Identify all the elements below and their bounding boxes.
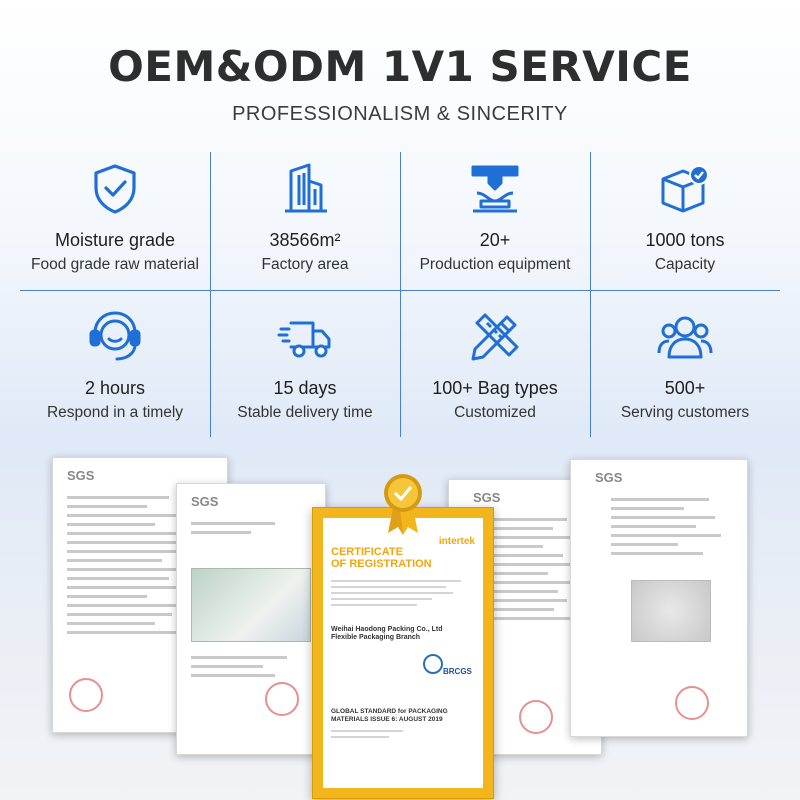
document-text [191, 522, 311, 540]
sgs-logo: SGS [67, 468, 95, 483]
sgs-certificate [176, 483, 326, 755]
pencil-ruler-icon [400, 304, 590, 370]
document-text [611, 498, 733, 561]
certificate-standard: GLOBAL STANDARD for PACKAGING MATERIALS ISSUE 6: AUGUST 2019 [331, 708, 448, 723]
feature-value: 20+ [479, 230, 511, 250]
feature-value: 15 days [273, 378, 337, 398]
feature-value: 38566m² [269, 230, 341, 250]
feature-label: Production equipment [419, 256, 571, 273]
document-text [331, 730, 475, 742]
stamp-icon [69, 678, 103, 712]
brcgs-logo: BRCGS [443, 667, 472, 676]
sgs-logo: SGS [473, 490, 501, 505]
feature-label: Factory area [261, 256, 349, 273]
intertek-certificate [312, 507, 494, 799]
shield-check-icon [20, 156, 210, 222]
stamp-icon [675, 686, 709, 720]
feature-factory-area [210, 156, 400, 274]
page-title: OEM&ODM 1V1 SERVICE [108, 42, 692, 91]
document-text [191, 656, 311, 683]
feature-moisture-grade [20, 156, 210, 274]
feature-label: Customized [454, 404, 536, 421]
feature-value: 1000 tons [645, 230, 725, 250]
feature-label: Serving customers [620, 404, 750, 421]
feature-value: Moisture grade [54, 230, 176, 250]
3d-printer-icon [400, 156, 590, 222]
feature-response-time [20, 304, 210, 422]
divider [20, 290, 780, 291]
feature-label: Stable delivery time [237, 404, 373, 421]
feature-value: 100+ Bag types [432, 378, 558, 398]
globe-icon [423, 654, 443, 674]
building-icon [210, 156, 400, 222]
feature-delivery-time [210, 304, 400, 422]
box-check-icon [590, 156, 780, 222]
users-icon [590, 304, 780, 370]
gold-medal-icon [382, 473, 424, 535]
sgs-logo: SGS [595, 470, 623, 485]
feature-label: Food grade raw material [31, 256, 199, 273]
certificates-section [0, 445, 800, 800]
feature-capacity [590, 156, 780, 274]
stamp-icon [519, 700, 553, 734]
certificate-company: Weihai Haodong Packing Co., Ltd Flexible Packaging Branch [331, 626, 443, 641]
certificate-heading: CERTIFICATE OF REGISTRATION [331, 546, 432, 570]
feature-label: Capacity [654, 256, 716, 273]
document-text [331, 580, 475, 610]
headset-icon [20, 304, 210, 370]
intertek-logo: intertek [438, 536, 475, 547]
feature-bag-types [400, 304, 590, 422]
stamp-icon [265, 682, 299, 716]
feature-value: 2 hours [84, 378, 146, 398]
features-grid [20, 152, 780, 437]
truck-icon [210, 304, 400, 370]
sgs-logo: SGS [191, 494, 219, 509]
feature-customers [590, 304, 780, 422]
feature-value: 500+ [664, 378, 706, 398]
product-photo [191, 568, 311, 642]
sgs-certificate [570, 459, 748, 737]
feature-label: Respond in a timely [46, 404, 184, 421]
feature-production-equipment [400, 156, 590, 274]
product-photo [631, 580, 711, 642]
page-subtitle: PROFESSIONALISM & SINCERITY [232, 103, 568, 125]
